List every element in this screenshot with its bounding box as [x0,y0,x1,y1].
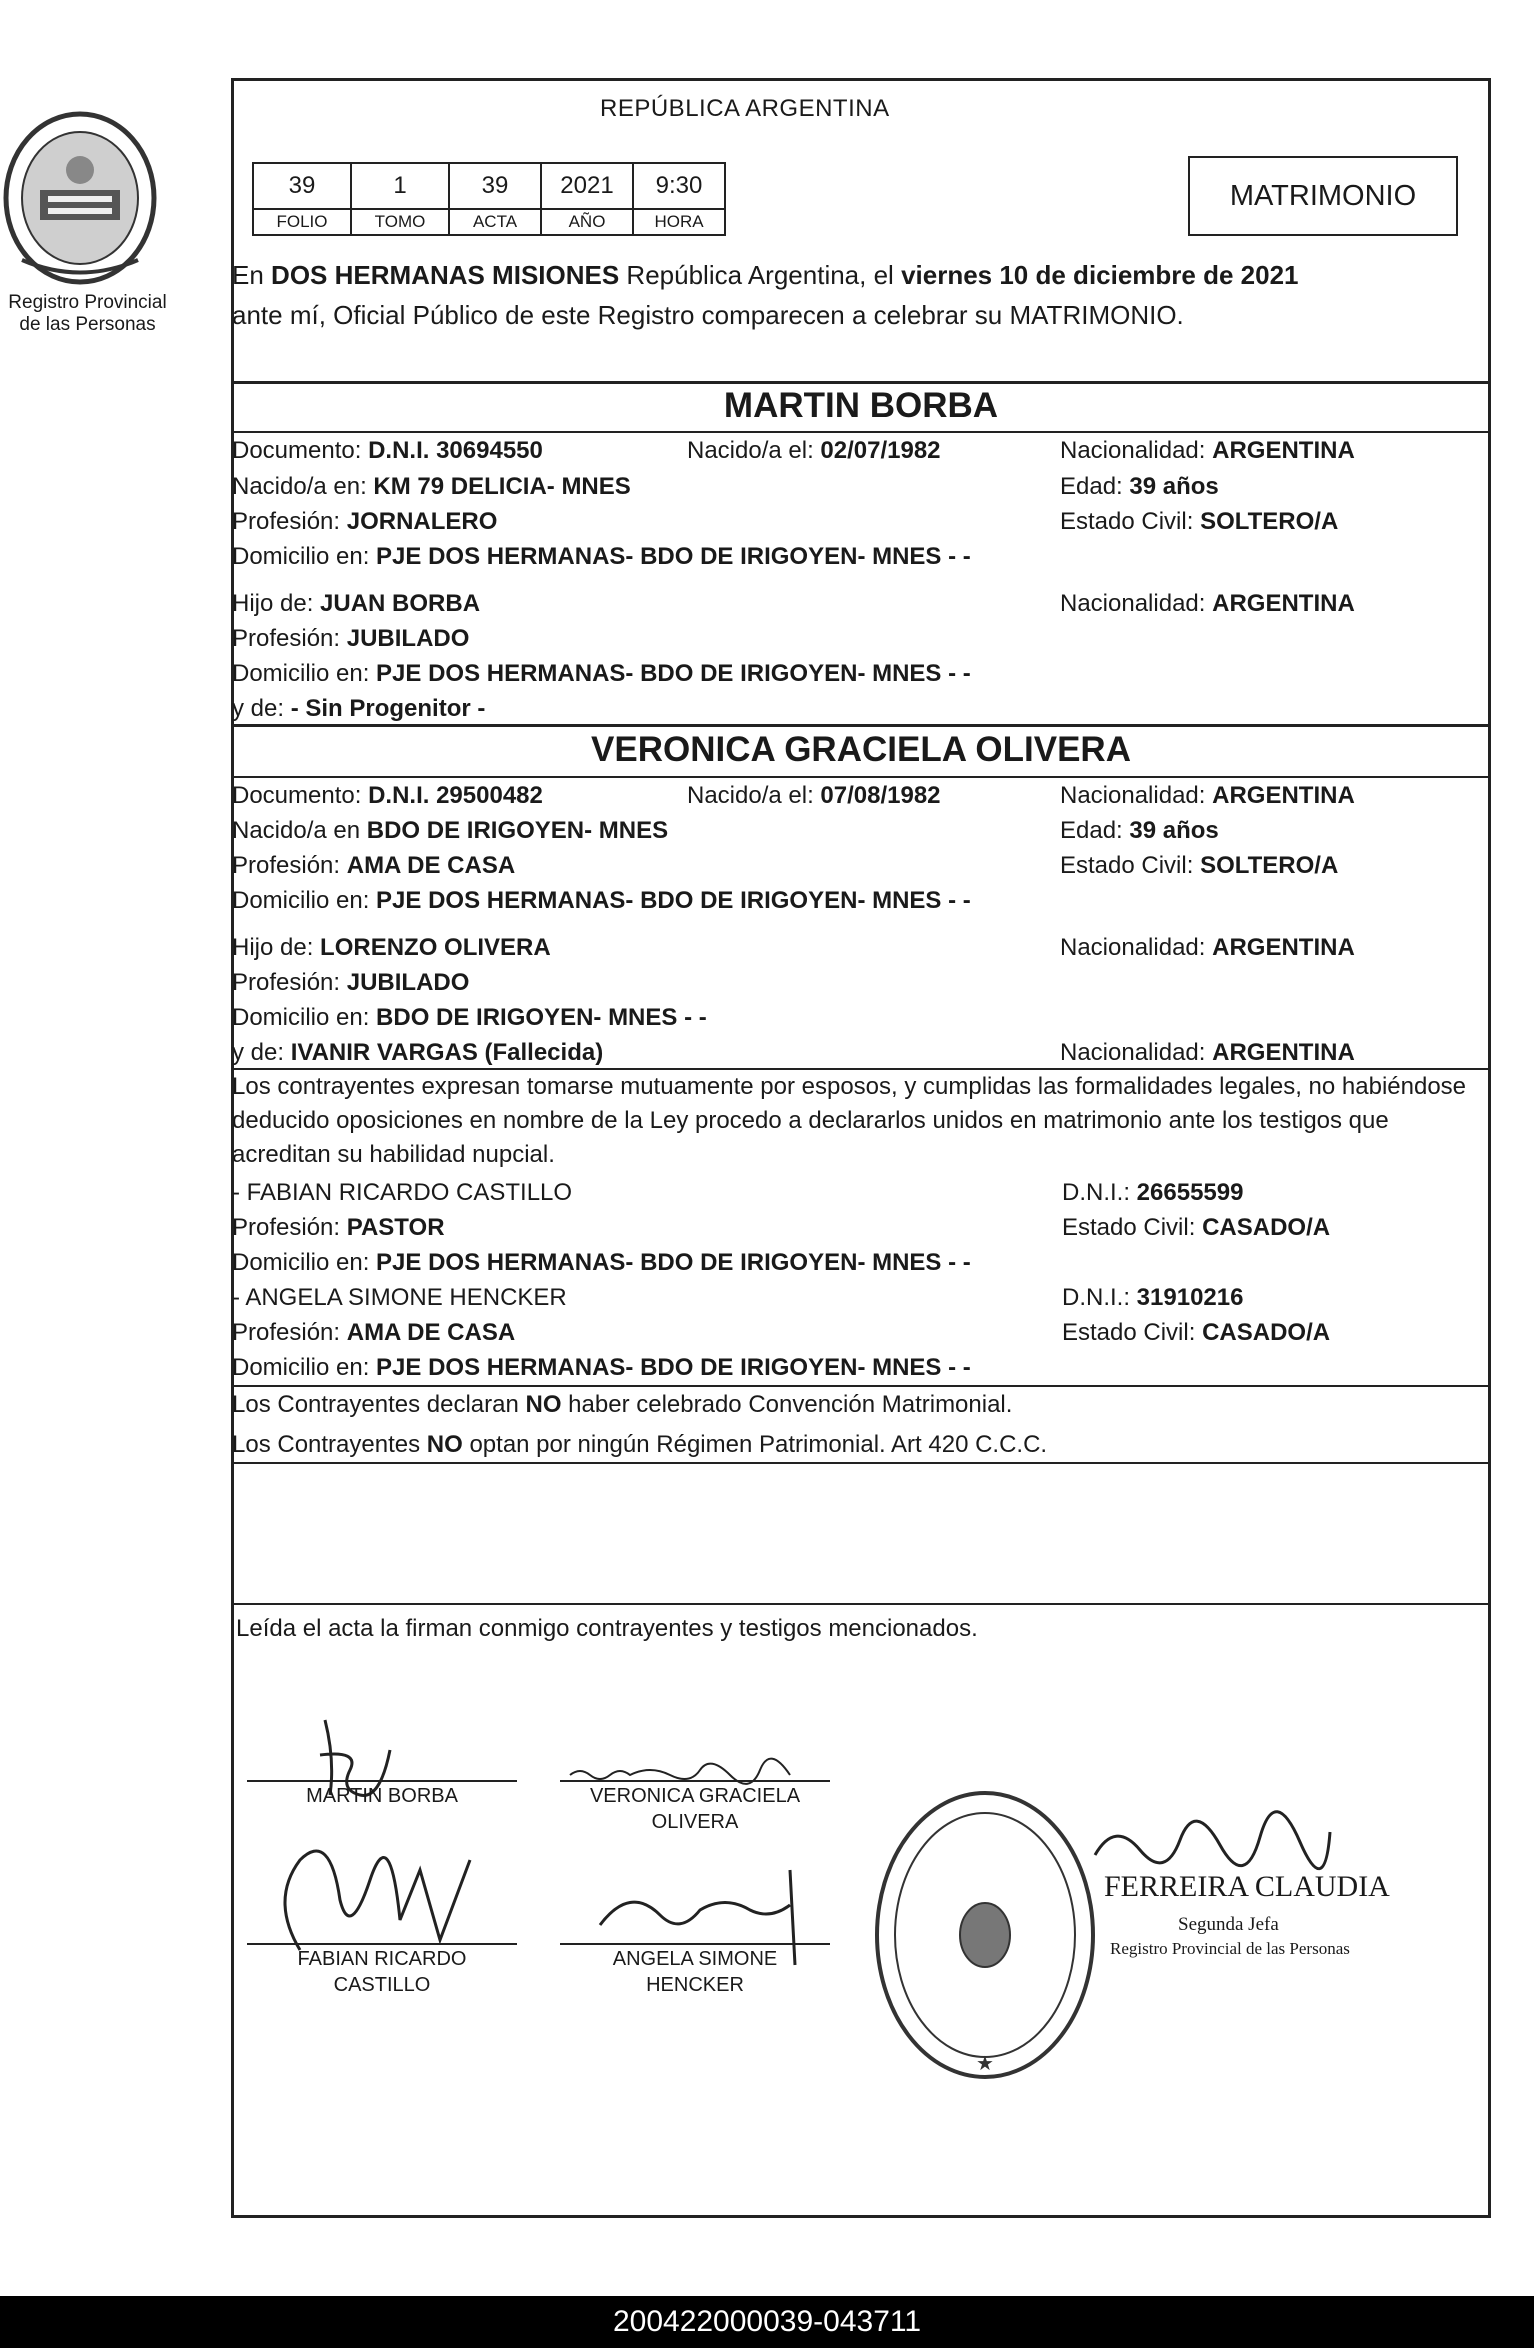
spouse1-birthplace: Nacido/a en: KM 79 DELICIA- MNES [232,473,631,500]
signature-caption-veronica: VERONICA GRACIELA OLIVERA [589,1785,801,1833]
spouse2-age: Edad: 39 años [1060,817,1219,844]
spouse2-mother-nationality: Nacionalidad: ARGENTINA [1060,1039,1355,1066]
intro-line-2: ante mí, Oficial Público de este Registro comparecen a celebrar su MATRIMONIO. [232,300,1184,330]
witness1-civil-status: Estado Civil: CASADO/A [1062,1214,1331,1241]
divider [231,381,1491,384]
official-name: FERREIRA CLAUDIA [1104,1870,1390,1903]
page-title: REPÚBLICA ARGENTINA [600,95,890,122]
spouse2-father-nationality: Nacionalidad: ARGENTINA [1060,934,1355,961]
spouse2-birthplace: Nacido/a en BDO DE IRIGOYEN- MNES [232,817,669,844]
signature-caption-angela: ANGELA SIMONE HENCKER [612,1948,778,1996]
spouse1-father-address: Domicilio en: PJE DOS HERMANAS- BDO DE IRIGOYEN- MNES - - [232,660,971,687]
record-type-box: MATRIMONIO [1188,156,1458,236]
spouse2-name: VERONICA GRACIELA OLIVERA [591,730,1131,769]
spouse1-mother: y de: - Sin Progenitor - [232,695,486,722]
folio-value: 39 [253,163,351,209]
spouse2-father-profession: Profesión: JUBILADO [232,969,470,996]
signature-line [560,1780,830,1782]
spouse1-name: MARTIN BORBA [723,386,999,425]
divider [231,1462,1491,1464]
witness1-profession: Profesión: PASTOR [232,1214,445,1241]
convention-line-1: Los Contrayentes declaran NO haber celebrado Convención Matrimonial. [232,1391,1013,1418]
hour-label: HORA [633,209,725,235]
witness1-dni: D.N.I.: 26655599 [1062,1179,1244,1206]
acta-label: ACTA [449,209,541,235]
signature-caption-martin: MARTIN BORBA [306,1785,458,1807]
spouse1-document: Documento: D.N.I. 30694550 [232,437,543,464]
intro-line-1: En DOS HERMANAS MISIONES República Argentina, el viernes 10 de diciembre de 2021 [232,260,1299,290]
tomo-value: 1 [351,163,449,209]
spouse1-birthdate: Nacido/a el: 02/07/1982 [687,437,941,464]
spouse1-address: Domicilio en: PJE DOS HERMANAS- BDO DE IRIGOYEN- MNES - - [232,543,971,570]
witness2-profession: Profesión: AMA DE CASA [232,1319,516,1346]
witness1-name: - FABIAN RICARDO CASTILLO [232,1179,573,1206]
document-code-bar: 200422000039-043711 [0,2296,1534,2348]
logo-caption: Registro Provincial de las Personas [8,292,167,335]
hour-value: 9:30 [633,163,725,209]
year-value: 2021 [541,163,633,209]
signature-line [247,1780,517,1782]
spouse2-mother: y de: IVANIR VARGAS (Fallecida) [232,1039,604,1066]
spouse2-civil-status: Estado Civil: SOLTERO/A [1060,852,1339,879]
provincial-seal-logo [0,110,160,285]
divider [231,1603,1491,1605]
official-title: Segunda Jefa [1178,1914,1279,1935]
signature-line [560,1943,830,1945]
spouse2-father: Hijo de: LORENZO OLIVERA [232,934,551,961]
spouse2-document: Documento: D.N.I. 29500482 [232,782,543,809]
official-round-seal [870,1785,1100,2090]
spouse2-profession: Profesión: AMA DE CASA [232,852,516,879]
divider [231,431,1491,433]
official-organization: Registro Provincial de las Personas [1110,1939,1350,1958]
folio-label: FOLIO [253,209,351,235]
spouse2-birthdate: Nacido/a el: 07/08/1982 [687,782,941,809]
closing-statement: Leída el acta la firman conmigo contrayentes y testigos mencionados. [236,1615,978,1642]
spouse1-father: Hijo de: JUAN BORBA [232,590,481,617]
record-number-table [252,162,726,236]
witness2-address: Domicilio en: PJE DOS HERMANAS- BDO DE IRIGOYEN- MNES - - [232,1354,971,1381]
spouse1-father-profession: Profesión: JUBILADO [232,625,470,652]
svg-text:★: ★ [976,2051,994,2075]
witness2-civil-status: Estado Civil: CASADO/A [1062,1319,1331,1346]
spouse1-profession: Profesión: JORNALERO [232,508,498,535]
spouse1-age: Edad: 39 años [1060,473,1219,500]
divider [231,776,1491,778]
spouse1-father-nationality: Nacionalidad: ARGENTINA [1060,590,1355,617]
spouse2-address: Domicilio en: PJE DOS HERMANAS- BDO DE IRIGOYEN- MNES - - [232,887,971,914]
spouse2-nationality: Nacionalidad: ARGENTINA [1060,782,1355,809]
spouse2-father-address: Domicilio en: BDO DE IRIGOYEN- MNES - - [232,1004,707,1031]
divider [231,1385,1491,1387]
tomo-label: TOMO [351,209,449,235]
spouse1-civil-status: Estado Civil: SOLTERO/A [1060,508,1339,535]
convention-line-2: Los Contrayentes NO optan por ningún Régimen Patrimonial. Art 420 C.C.C. [232,1431,1048,1458]
witness1-address: Domicilio en: PJE DOS HERMANAS- BDO DE IRIGOYEN- MNES - - [232,1249,971,1276]
year-label: AÑO [541,209,633,235]
signature-caption-fabian: FABIAN RICARDO CASTILLO [297,1948,467,1996]
spouse1-nationality: Nacionalidad: ARGENTINA [1060,437,1355,464]
acta-value: 39 [449,163,541,209]
witness2-name: - ANGELA SIMONE HENCKER [232,1284,567,1311]
signature-line [247,1943,517,1945]
declaration-paragraph: Los contrayentes expresan tomarse mutuamente por esposos, y cumplidas las formalidades legales, no habiéndose deducido oposiciones en nombre de la Ley procedo a declararlos unidos en matrimonio ante los testigos que acreditan su habilidad nupcial. [232,1073,1467,1168]
witness2-dni: D.N.I.: 31910216 [1062,1284,1244,1311]
